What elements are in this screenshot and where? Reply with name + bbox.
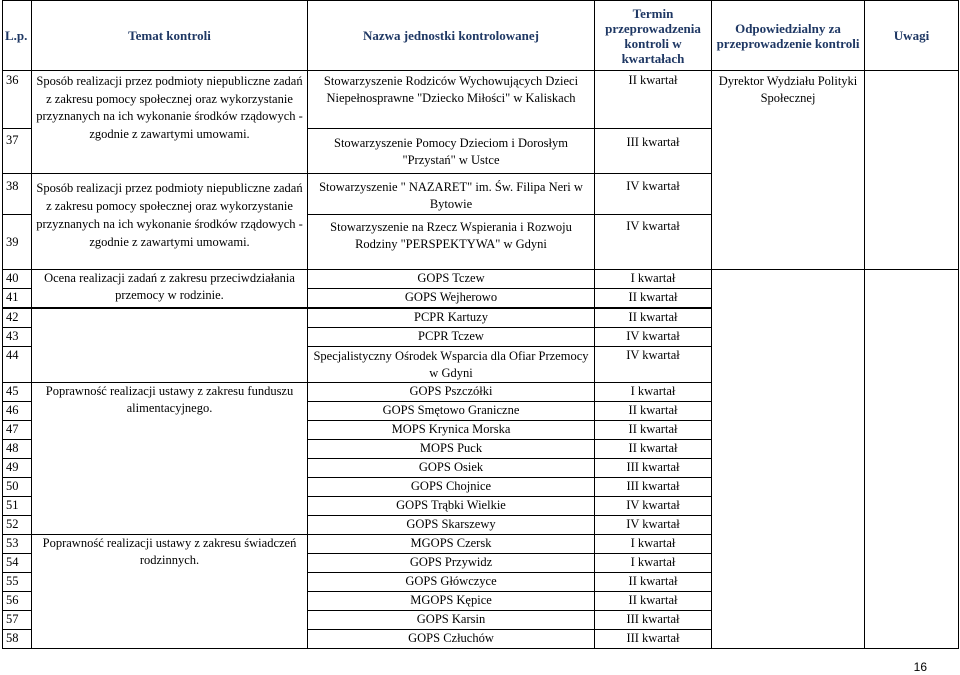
term-cell: I kwartał bbox=[595, 270, 712, 289]
term-cell: II kwartał bbox=[595, 402, 712, 421]
term-cell: III kwartał bbox=[595, 129, 712, 174]
unit-cell: GOPS Skarszewy bbox=[308, 516, 595, 535]
page-number: 16 bbox=[913, 660, 927, 674]
row-number: 39 bbox=[3, 215, 32, 270]
responsible-cell: Dyrektor Wydziału Polityki Społecznej bbox=[712, 71, 865, 270]
row-number: 52 bbox=[3, 516, 32, 535]
unit-cell: MGOPS Kępice bbox=[308, 592, 595, 611]
term-cell: I kwartał bbox=[595, 383, 712, 402]
row-number: 46 bbox=[3, 402, 32, 421]
topic-cell: Poprawność realizacji ustawy z zakresu świadczeń rodzinnych. bbox=[32, 535, 308, 649]
unit-cell: GOPS Osiek bbox=[308, 459, 595, 478]
term-cell: IV kwartał bbox=[595, 215, 712, 270]
header-lp: L.p. bbox=[3, 1, 32, 71]
row-number: 53 bbox=[3, 535, 32, 554]
header-topic: Temat kontroli bbox=[32, 1, 308, 71]
row-number: 49 bbox=[3, 459, 32, 478]
unit-cell: GOPS Wejherowo bbox=[308, 289, 595, 309]
unit-cell: GOPS Chojnice bbox=[308, 478, 595, 497]
term-cell: I kwartał bbox=[595, 535, 712, 554]
header-term: Termin przeprowadzenia kontroli w kwartałach bbox=[595, 1, 712, 71]
unit-cell: GOPS Człuchów bbox=[308, 630, 595, 649]
inspection-plan-table bbox=[2, 0, 959, 649]
unit-cell: GOPS Smętowo Graniczne bbox=[308, 402, 595, 421]
term-cell: IV kwartał bbox=[595, 497, 712, 516]
unit-cell: Stowarzyszenie na Rzecz Wspierania i Rozwoju Rodziny "PERSPEKTYWA" w Gdyni bbox=[308, 215, 595, 270]
row-number: 56 bbox=[3, 592, 32, 611]
notes-cell bbox=[865, 71, 959, 270]
term-cell: II kwartał bbox=[595, 308, 712, 328]
topic-cell: Sposób realizacji przez podmioty niepubliczne zadań z zakresu pomocy społecznej oraz wykorzystanie przyznanych na ich wykonanie środków rządowych - zgodnie z zawartymi umowami. bbox=[32, 71, 308, 174]
row-number: 43 bbox=[3, 328, 32, 347]
unit-cell: GOPS Przywidz bbox=[308, 554, 595, 573]
row-number: 36 bbox=[3, 71, 32, 129]
term-cell: II kwartał bbox=[595, 440, 712, 459]
row-number: 48 bbox=[3, 440, 32, 459]
term-cell: III kwartał bbox=[595, 478, 712, 497]
table-row bbox=[3, 270, 959, 289]
unit-cell: MOPS Krynica Morska bbox=[308, 421, 595, 440]
row-number: 47 bbox=[3, 421, 32, 440]
topic-cell: Poprawność realizacji ustawy z zakresu funduszu alimentacyjnego. bbox=[32, 383, 308, 535]
row-number: 55 bbox=[3, 573, 32, 592]
term-cell: III kwartał bbox=[595, 459, 712, 478]
row-number: 41 bbox=[3, 289, 32, 309]
unit-cell: Stowarzyszenie " NAZARET" im. Św. Filipa Neri w Bytowie bbox=[308, 174, 595, 215]
term-cell: IV kwartał bbox=[595, 328, 712, 347]
unit-cell: Stowarzyszenie Rodziców Wychowujących Dzieci Niepełnosprawne "Dziecko Miłości" w Kaliskach bbox=[308, 71, 595, 129]
unit-cell: MOPS Puck bbox=[308, 440, 595, 459]
term-cell: II kwartał bbox=[595, 289, 712, 309]
topic-cell: Ocena realizacji zadań z zakresu przeciwdziałania przemocy w rodzinie. bbox=[32, 270, 308, 309]
row-number: 57 bbox=[3, 611, 32, 630]
table-header-row bbox=[3, 1, 959, 71]
row-number: 38 bbox=[3, 174, 32, 215]
topic-cell: Sposób realizacji przez podmioty niepubliczne zadań z zakresu pomocy społecznej oraz wykorzystanie przyznanych na ich wykonanie środków rządowych - zgodnie z zawartymi umowami. bbox=[32, 174, 308, 270]
responsible-cell-empty bbox=[712, 270, 865, 649]
unit-cell: MGOPS Czersk bbox=[308, 535, 595, 554]
header-unit: Nazwa jednostki kontrolowanej bbox=[308, 1, 595, 71]
row-number: 58 bbox=[3, 630, 32, 649]
unit-cell: Stowarzyszenie Pomocy Dzieciom i Dorosłym "Przystań" w Ustce bbox=[308, 129, 595, 174]
topic-cell-empty bbox=[32, 308, 308, 383]
term-cell: II kwartał bbox=[595, 421, 712, 440]
unit-cell: GOPS Główczyce bbox=[308, 573, 595, 592]
row-number: 42 bbox=[3, 308, 32, 328]
row-number: 51 bbox=[3, 497, 32, 516]
term-cell: IV kwartał bbox=[595, 516, 712, 535]
table-row bbox=[3, 71, 959, 129]
unit-cell: GOPS Trąbki Wielkie bbox=[308, 497, 595, 516]
unit-cell: GOPS Tczew bbox=[308, 270, 595, 289]
term-cell: III kwartał bbox=[595, 611, 712, 630]
row-number: 40 bbox=[3, 270, 32, 289]
term-cell: IV kwartał bbox=[595, 347, 712, 383]
row-number: 54 bbox=[3, 554, 32, 573]
unit-cell: Specjalistyczny Ośrodek Wsparcia dla Ofiar Przemocy w Gdyni bbox=[308, 347, 595, 383]
term-cell: IV kwartał bbox=[595, 174, 712, 215]
term-cell: II kwartał bbox=[595, 71, 712, 129]
term-cell: II kwartał bbox=[595, 592, 712, 611]
header-notes: Uwagi bbox=[865, 1, 959, 71]
header-responsible: Odpowiedzialny za przeprowadzenie kontroli bbox=[712, 1, 865, 71]
term-cell: I kwartał bbox=[595, 554, 712, 573]
unit-cell: GOPS Karsin bbox=[308, 611, 595, 630]
term-cell: II kwartał bbox=[595, 573, 712, 592]
unit-cell: PCPR Tczew bbox=[308, 328, 595, 347]
row-number: 45 bbox=[3, 383, 32, 402]
row-number: 37 bbox=[3, 129, 32, 174]
notes-cell bbox=[865, 270, 959, 649]
row-number: 50 bbox=[3, 478, 32, 497]
unit-cell: PCPR Kartuzy bbox=[308, 308, 595, 328]
row-number: 44 bbox=[3, 347, 32, 383]
term-cell: III kwartał bbox=[595, 630, 712, 649]
unit-cell: GOPS Pszczółki bbox=[308, 383, 595, 402]
